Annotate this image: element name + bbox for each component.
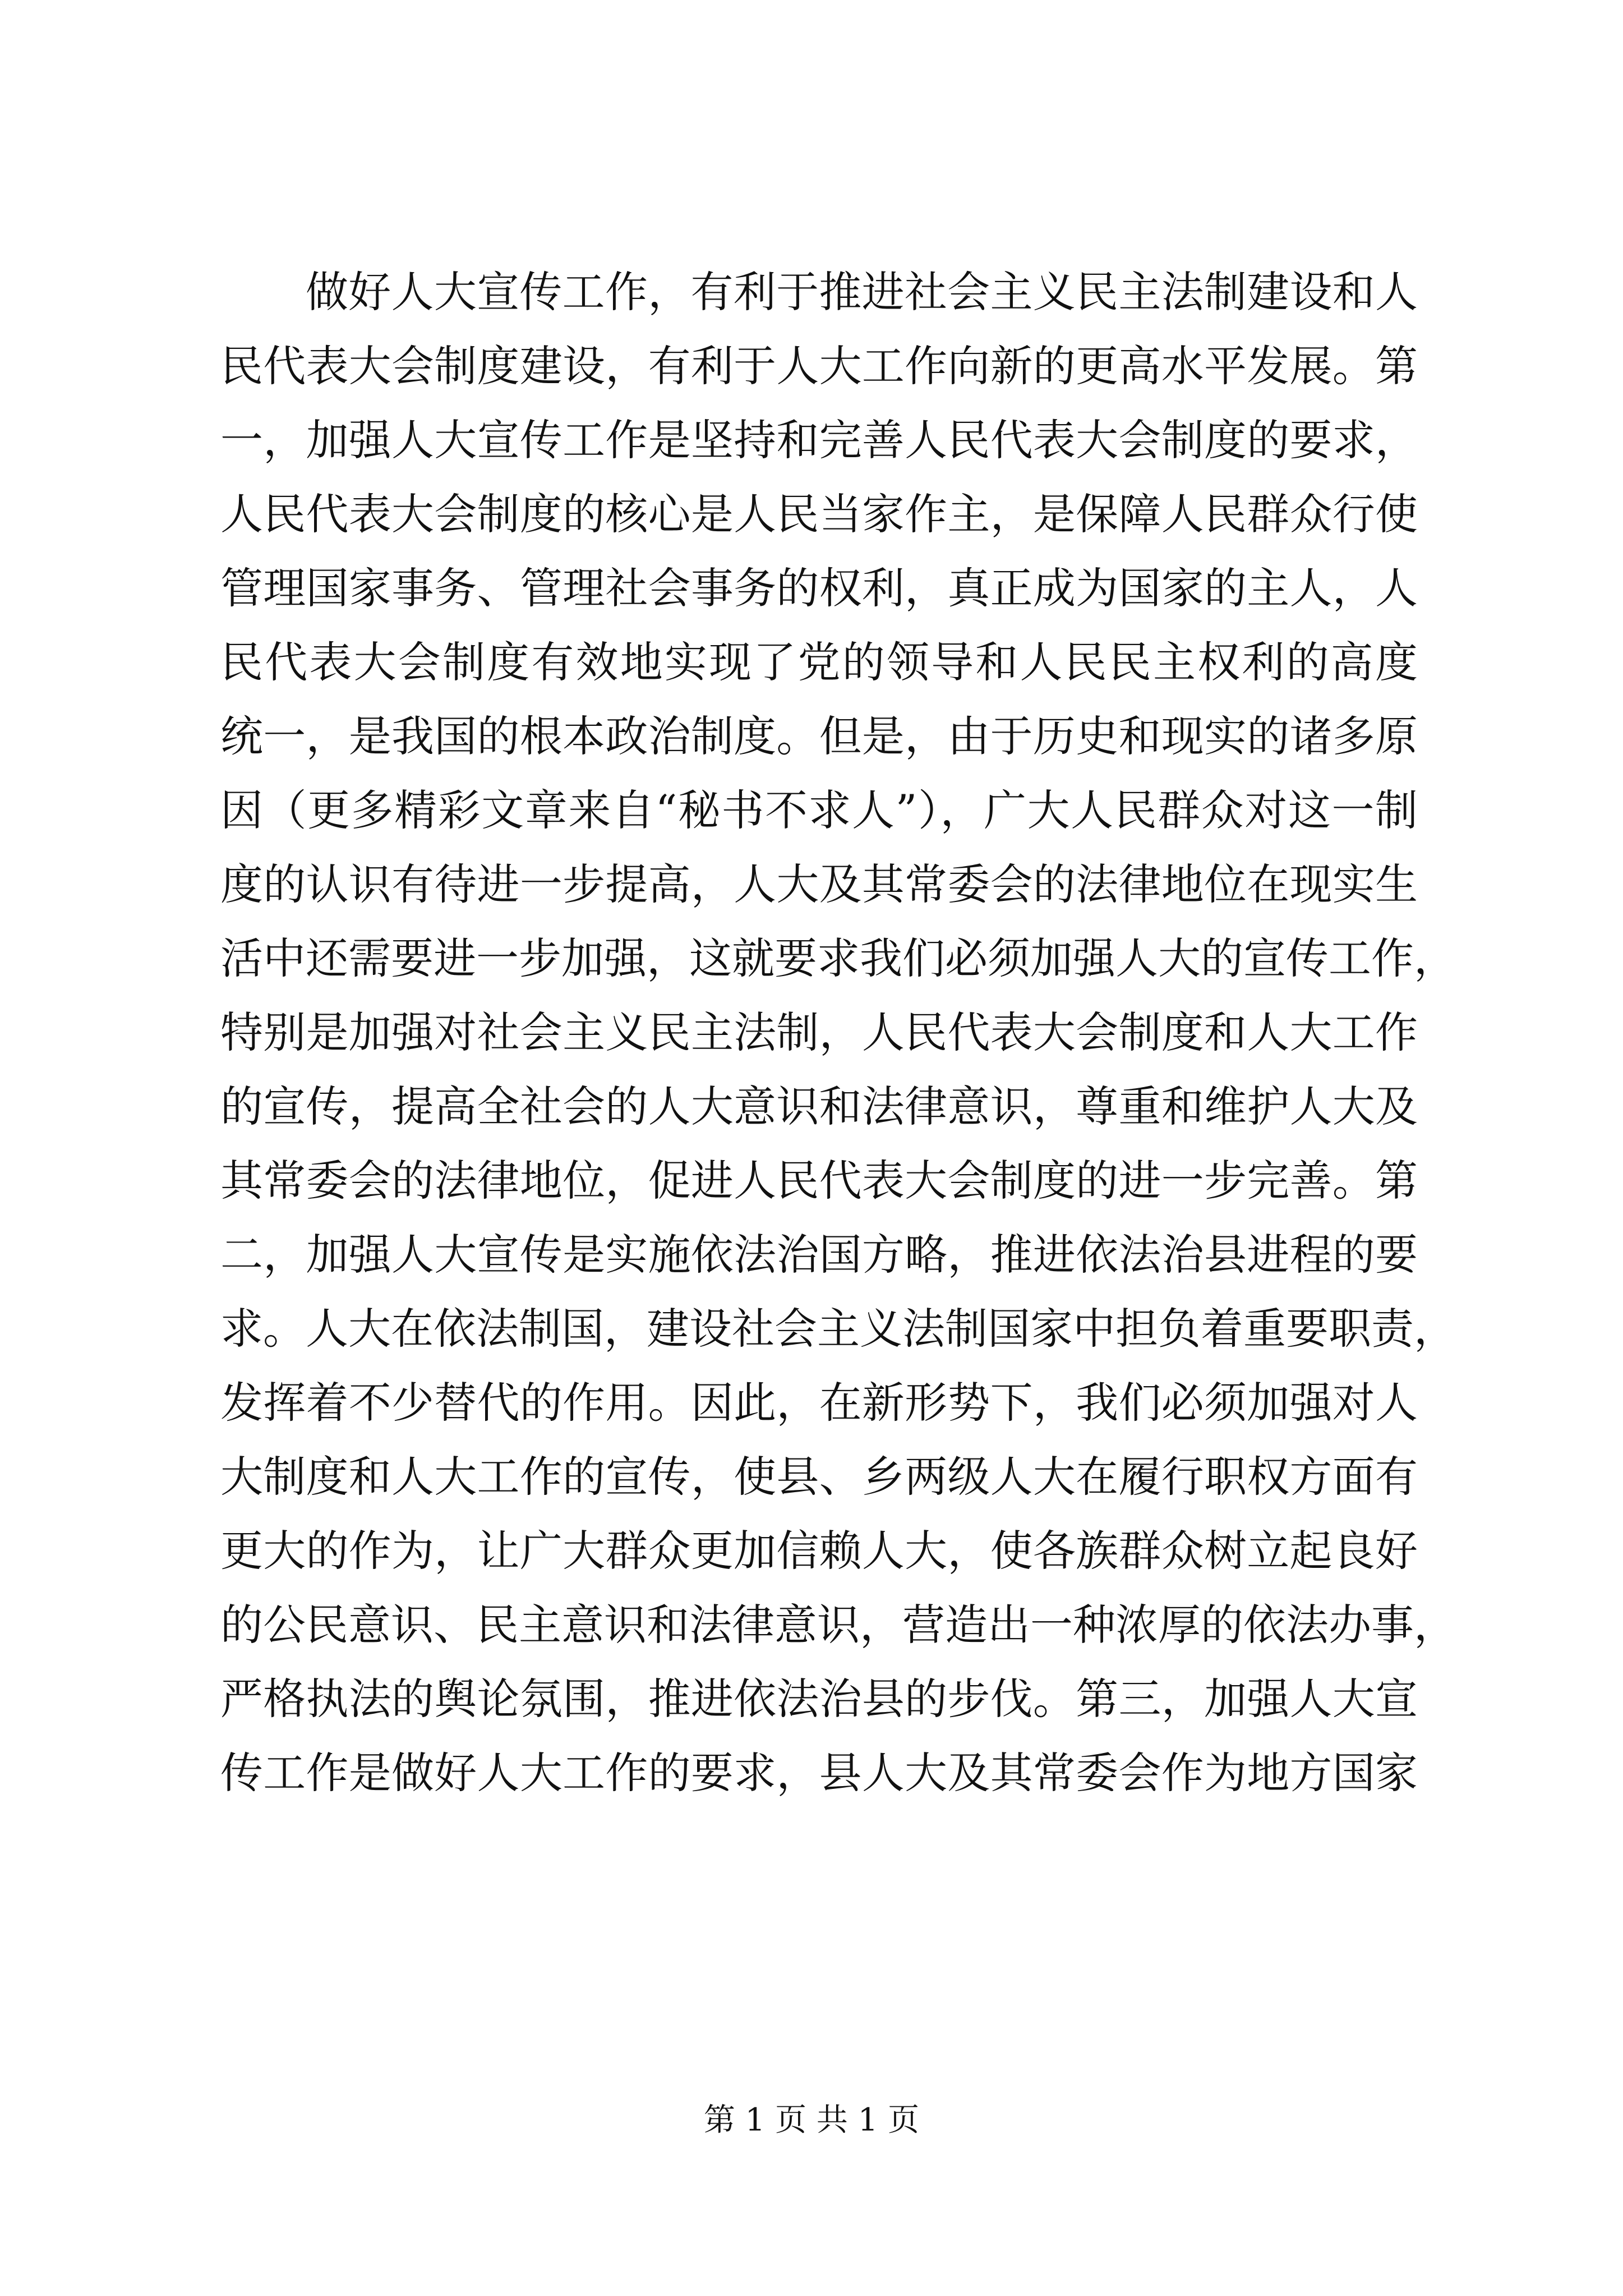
text-line: 求。人大在依法制国，建设社会主义法制国家中担负着重要职责， bbox=[220, 1304, 1456, 1354]
text-line: 传工作是做好人大工作的要求，县人大及其常委会作为地方国家 bbox=[220, 1748, 1418, 1798]
text-line: 发挥着不少替代的作用。因此，在新形势下，我们必须加强对人 bbox=[220, 1378, 1418, 1428]
text-line: 的宣传，提高全社会的人大意识和法律意识，尊重和维护人大及 bbox=[220, 1082, 1418, 1131]
text-line: 大制度和人大工作的宣传，使县、乡两级人大在履行职权方面有 bbox=[220, 1452, 1418, 1502]
text-line: 特别是加强对社会主义民主法制，人民代表大会制度和人大工作 bbox=[220, 1007, 1418, 1057]
text-line: 管理国家事务、管理社会事务的权利，真正成为国家的主人，人 bbox=[220, 563, 1418, 613]
text-line: 民代表大会制度有效地实现了党的领导和人民民主权利的高度 bbox=[220, 637, 1418, 687]
text-line: 一，加强人大宣传工作是坚持和完善人民代表大会制度的要求， bbox=[220, 415, 1418, 465]
text-line: 严格执法的舆论氛围，推进依法治县的步伐。第三，加强人大宣 bbox=[220, 1674, 1418, 1724]
text-line: 度的认识有待进一步提高，人大及其常委会的法律地位在现实生 bbox=[220, 859, 1418, 909]
text-line: 二，加强人大宣传是实施依法治国方略，推进依法治县进程的要 bbox=[220, 1230, 1418, 1280]
text-line: 民代表大会制度建设，有利于人大工作向新的更高水平发展。第 bbox=[220, 341, 1418, 391]
text-line: 统一，是我国的根本政治制度。但是，由于历史和现实的诸多原 bbox=[220, 711, 1418, 761]
body-paragraph bbox=[220, 255, 1456, 1810]
text-line: 其常委会的法律地位，促进人民代表大会制度的进一步完善。第 bbox=[220, 1156, 1418, 1205]
text-line: 人民代表大会制度的核心是人民当家作主，是保障人民群众行使 bbox=[220, 489, 1418, 539]
text-line: 活中还需要进一步加强，这就要求我们必须加强人大的宣传工作， bbox=[220, 933, 1456, 983]
text-line: 更大的作为，让广大群众更加信赖人大，使各族群众树立起良好 bbox=[220, 1526, 1418, 1576]
page-footer: 第 1 页 共 1 页 bbox=[703, 2102, 920, 2138]
text-line: 做好人大宣传工作，有利于推进社会主义民主法制建设和人 bbox=[306, 267, 1418, 317]
text-line: 因（更多精彩文章来自“秘书不求人”），广大人民群众对这一制 bbox=[220, 785, 1418, 835]
text-line: 的公民意识、民主意识和法律意识，营造出一种浓厚的依法办事， bbox=[220, 1600, 1456, 1650]
